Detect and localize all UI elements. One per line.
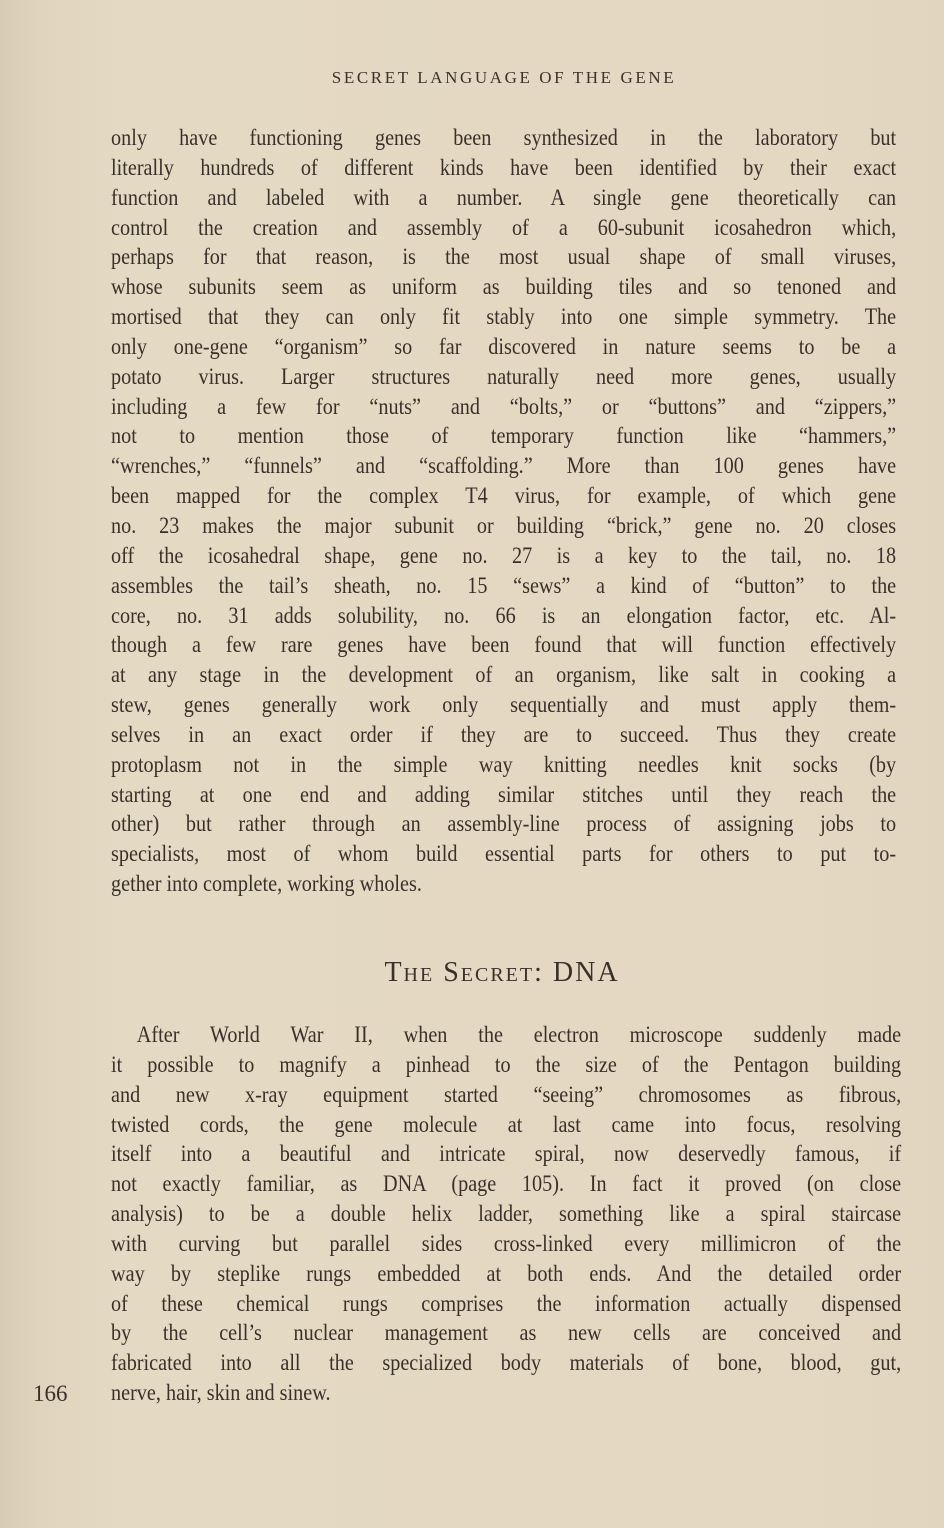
text-line: fabricated into all the specialized body materials of bone, blood, gut,	[111, 1350, 902, 1377]
text-line: function and labeled with a number. A single gene theoretically can	[111, 184, 897, 211]
text-line: it possible to magnify a pinhead to the size of the Pentagon building	[111, 1051, 902, 1078]
text-line: way by steplike rungs embedded at both ends. And the detailed order	[111, 1260, 902, 1287]
text-line: literally hundreds of different kinds have been identified by their exact	[111, 154, 897, 181]
page-number: 166	[33, 1381, 68, 1406]
text-line: though a few rare genes have been found that will function effectively	[111, 632, 897, 659]
text-line: perhaps for that reason, is the most usual shape of small viruses,	[111, 244, 897, 271]
text-line: specialists, most of whom build essential parts for others to put to-	[111, 841, 897, 868]
text-line: core, no. 31 adds solubility, no. 66 is an elongation factor, etc. Al-	[111, 602, 897, 629]
text-line: nerve, hair, skin and sinew.	[111, 1380, 331, 1407]
text-line: whose subunits seem as uniform as building tiles and so tenoned and	[111, 274, 897, 301]
text-line: with curving but parallel sides cross-linked every millimicron of the	[111, 1230, 902, 1257]
text-line: not to mention those of temporary function like “hammers,”	[111, 423, 897, 450]
text-line: itself into a beautiful and intricate spiral, now deservedly famous, if	[111, 1141, 902, 1168]
text-line: no. 23 makes the major subunit or building “brick,” gene no. 20 closes	[111, 512, 897, 539]
text-line: gether into complete, working wholes.	[111, 871, 422, 898]
running-head: SECRET LANGUAGE OF THE GENE	[331, 68, 677, 87]
text-line: not exactly familiar, as DNA (page 105). In fact it proved (on close	[111, 1171, 902, 1198]
text-line: including a few for “nuts” and “bolts,” or “buttons” and “zippers,”	[111, 393, 897, 420]
text-line: analysis) to be a double helix ladder, something like a spiral staircase	[111, 1201, 902, 1228]
text-line: twisted cords, the gene molecule at last came into focus, resolving	[111, 1111, 902, 1138]
text-line: “wrenches,” “funnels” and “scaffolding.” More than 100 genes have	[111, 453, 897, 480]
text-line: stew, genes generally work only sequentially and must apply them-	[111, 692, 897, 719]
text-line: selves in an exact order if they are to succeed. Thus they create	[111, 721, 897, 748]
text-line: assembles the tail’s sheath, no. 15 “sews” a kind of “button” to the	[111, 572, 897, 599]
text-line: starting at one end and adding similar stitches until they reach the	[111, 781, 897, 808]
text-line: been mapped for the complex T4 virus, for example, of which gene	[111, 483, 897, 510]
text-line: mortised that they can only fit stably into one simple symmetry. The	[111, 304, 897, 331]
text-line: off the icosahedral shape, gene no. 27 is a key to the tail, no. 18	[111, 542, 897, 569]
paragraph-continuation	[111, 124, 896, 900]
text-line: only have functioning genes been synthesized in the laboratory but	[111, 125, 897, 151]
text-line: only one-gene “organism” so far discovered in nature seems to be a	[111, 333, 897, 360]
text-line: other) but rather through an assembly-line process of assigning jobs to	[111, 811, 897, 838]
text-line: of these chemical rungs comprises the information actually dispensed	[111, 1290, 902, 1317]
text-line: at any stage in the development of an organism, like salt in cooking a	[111, 662, 897, 689]
paragraph-dna	[111, 1021, 901, 1409]
text-line: control the creation and assembly of a 60-subunit icosahedron which,	[111, 214, 897, 241]
text-line: by the cell’s nuclear management as new cells are conceived and	[111, 1320, 902, 1347]
text-line: and new x-ray equipment started “seeing” chromosomes as fibrous,	[111, 1081, 902, 1108]
text-line: protoplasm not in the simple way knitting needles knit socks (by	[111, 751, 897, 778]
section-heading: The Secret: DNA	[384, 957, 620, 988]
text-line: After World War II, when the electron microscope suddenly made	[136, 1022, 902, 1048]
text-line: potato virus. Larger structures naturally need more genes, usually	[111, 363, 897, 390]
